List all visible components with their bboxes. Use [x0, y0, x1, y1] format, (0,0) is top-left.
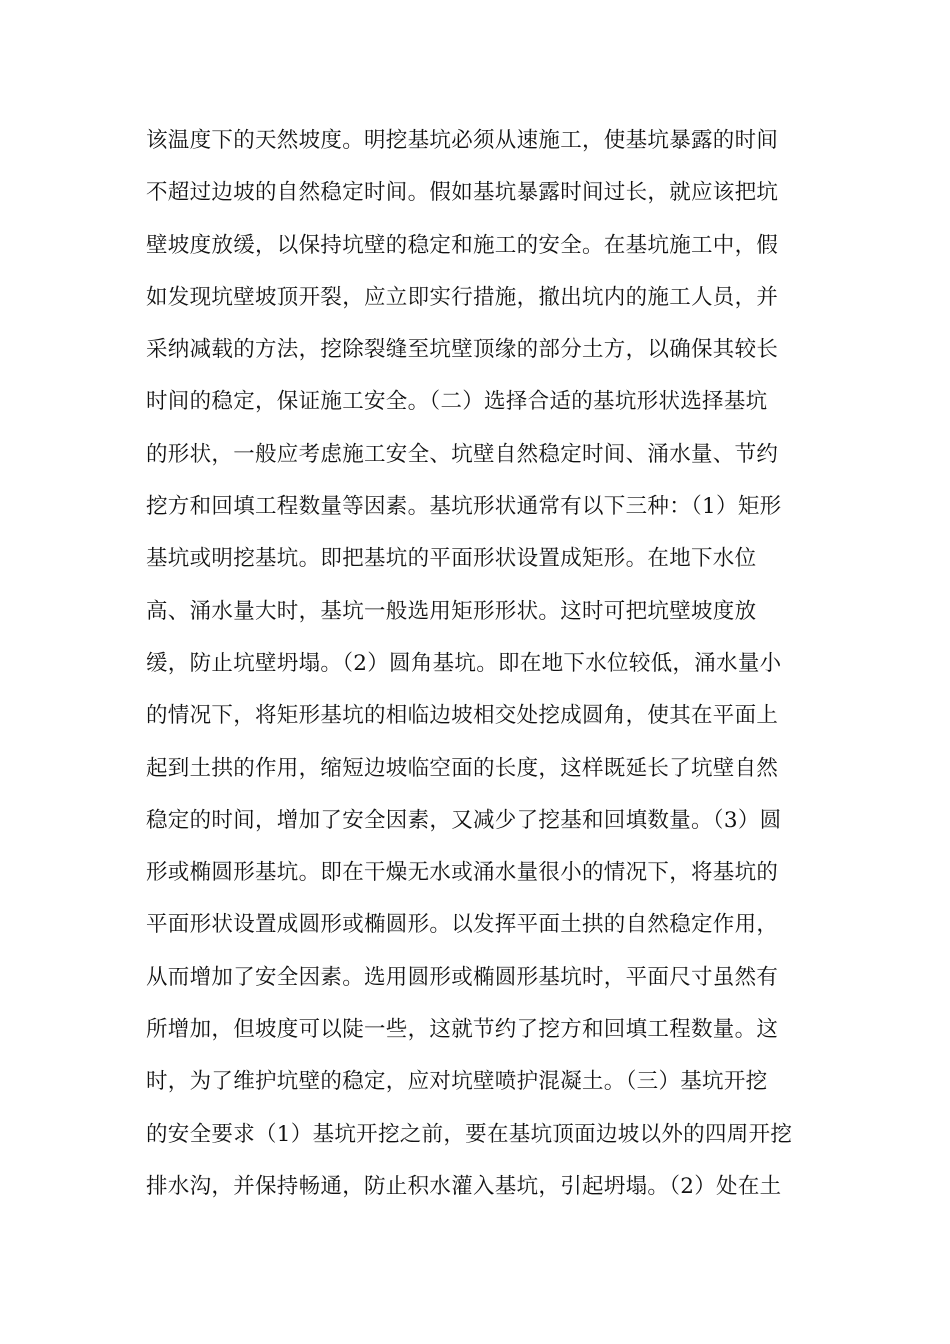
text-line-18: 所增加，但坡度可以陡一些，这就节约了挖方和回填工程数量。这 — [146, 1017, 779, 1043]
text-line-11: 缓，防止坑壁坍塌。（2）圆角基坑。即在地下水位较低，涌水量小 — [146, 650, 782, 676]
text-line-6: 时间的稳定，保证施工安全。（二）选择合适的基坑形状选择基坑 — [146, 389, 768, 415]
text-line-19: 时，为了维护坑壁的稳定，应对坑壁喷护混凝土。（三）基坑开挖 — [146, 1069, 768, 1095]
body-text — [146, 115, 816, 1213]
text-line-15: 形或椭圆形基坑。即在干燥无水或涌水量很小的情况下，将基坑的 — [146, 860, 779, 886]
text-line-9: 基坑或明挖基坑。即把基坑的平面形状设置成矩形。在地下水位 — [146, 546, 757, 572]
text-line-12: 的情况下，将矩形基坑的相临边坡相交处挖成圆角，使其在平面上 — [146, 703, 779, 729]
text-line-4: 如发现坑壁坡顶开裂，应立即实行措施，撤出坑内的施工人员，并 — [146, 284, 779, 310]
text-line-8: 挖方和回填工程数量等因素。基坑形状通常有以下三种：（1）矩形 — [146, 494, 782, 520]
text-line-2: 不超过边坡的自然稳定时间。假如基坑暴露时间过长，就应该把坑 — [146, 180, 779, 206]
text-line-13: 起到土拱的作用，缩短边坡临空面的长度，这样既延长了坑壁自然 — [146, 755, 779, 781]
text-line-5: 采纳减载的方法，挖除裂缝至坑壁顶缘的部分土方，以确保其较长 — [146, 337, 779, 363]
text-line-3: 壁坡度放缓，以保持坑壁的稳定和施工的安全。在基坑施工中，假 — [146, 232, 779, 258]
text-line-1: 该温度下的天然坡度。明挖基坑必须从速施工，使基坑暴露的时间 — [146, 128, 779, 153]
text-line-16: 平面形状设置成圆形或椭圆形。以发挥平面土拱的自然稳定作用， — [146, 912, 779, 938]
text-line-14: 稳定的时间，增加了安全因素，又减少了挖基和回填数量。（3）圆 — [146, 807, 782, 833]
text-line-10: 高、涌水量大时，基坑一般选用矩形形状。这时可把坑壁坡度放 — [146, 598, 757, 624]
text-line-20: 的安全要求（1）基坑开挖之前，要在基坑顶面边坡以外的四周开挖 — [146, 1121, 793, 1147]
text-line-21: 排水沟，并保持畅通，防止积水灌入基坑，引起坍塌。（2）处在土 — [146, 1173, 782, 1199]
text-line-7: 的形状，一般应考虑施工安全、坑壁自然稳定时间、涌水量、节约 — [146, 441, 779, 467]
text-line-17: 从而增加了安全因素。选用圆形或椭圆形基坑时，平面尺寸虽然有 — [146, 964, 779, 990]
